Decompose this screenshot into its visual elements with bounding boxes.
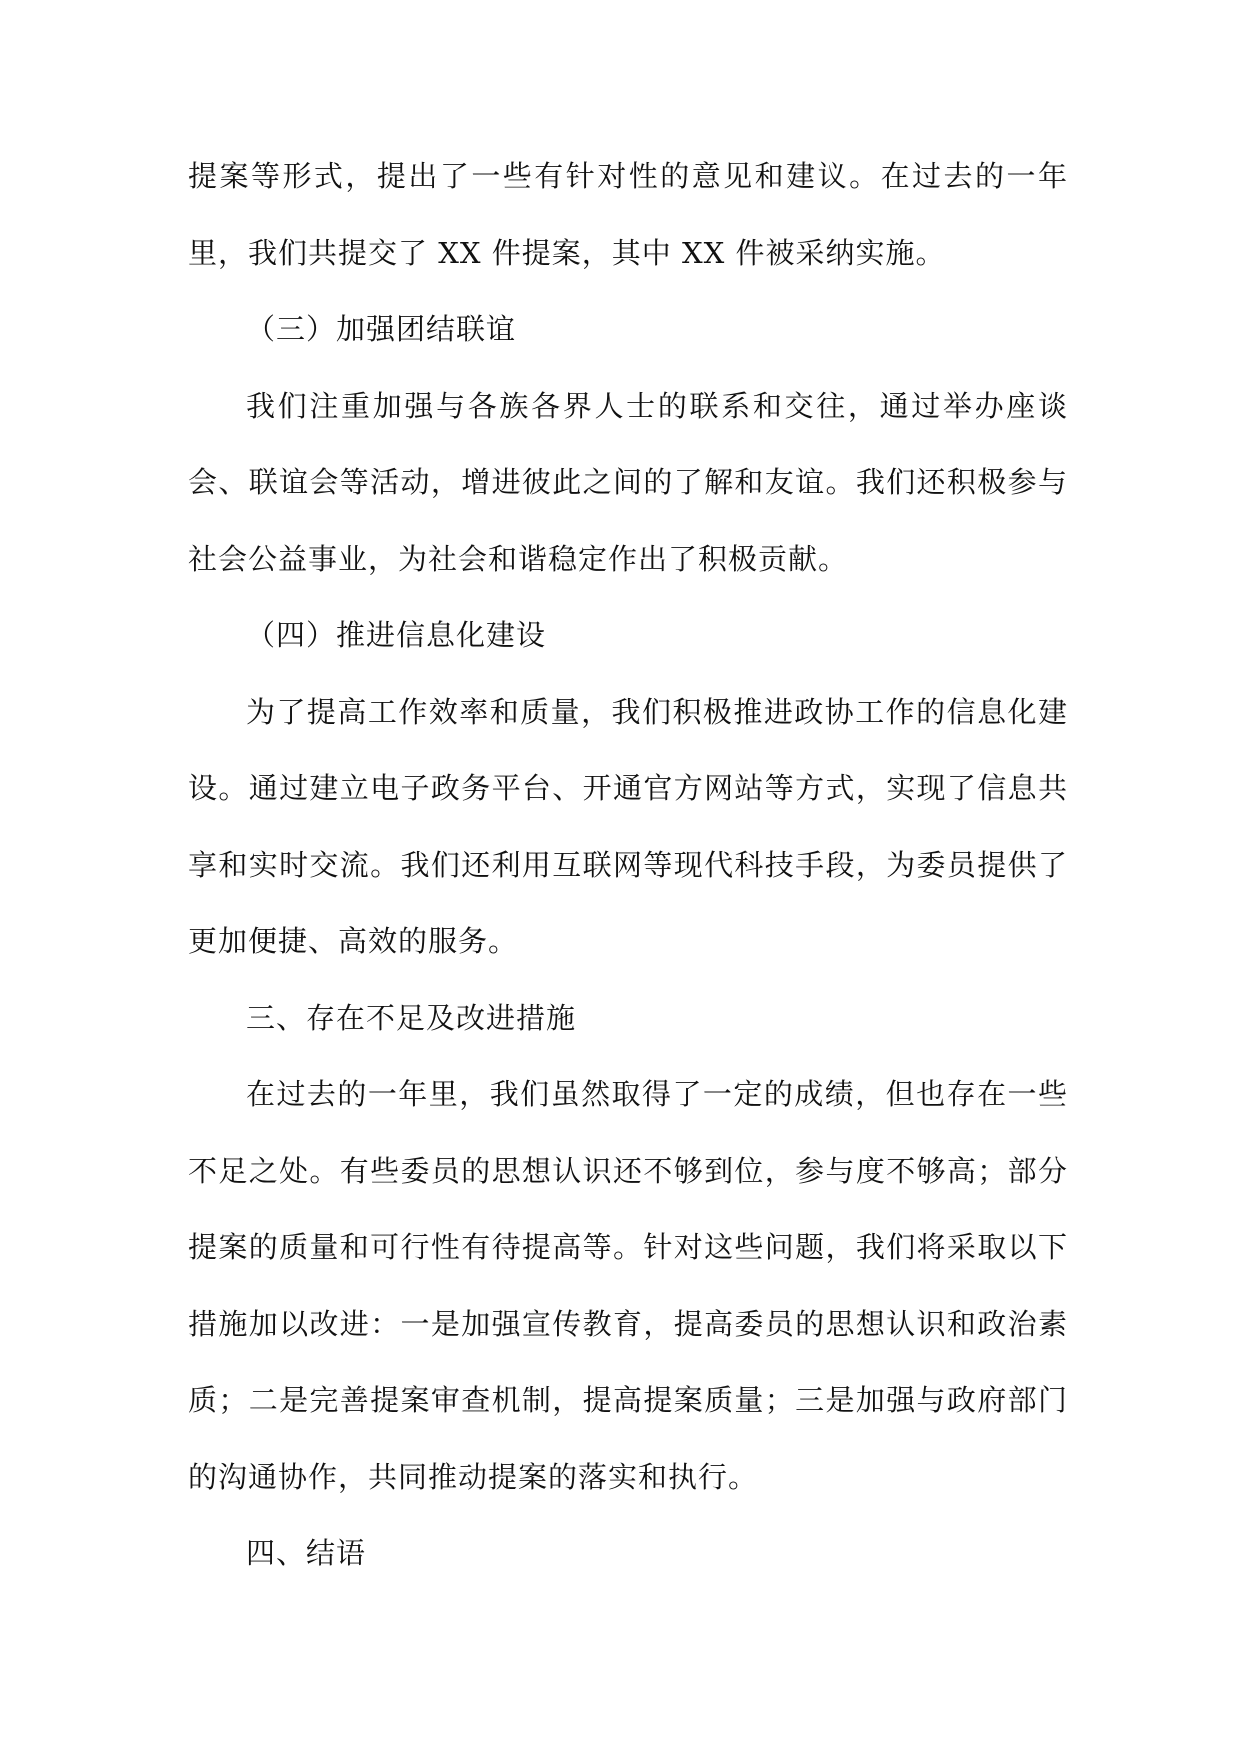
heading-conclusion: 四、结语	[246, 1536, 367, 1570]
heading-informatization: （四）推进信息化建设	[246, 618, 547, 652]
paragraph-proposal-results: 提案等形式，提出了一些有针对性的意见和建议。在过去的一年里，我们共提交了 XX 件提案，其中 XX 件被采纳实施。	[188, 159, 1068, 270]
heading-shortcomings: 三、存在不足及改进措施	[246, 1000, 577, 1035]
heading-strengthen-unity: （三）加强团结联谊	[246, 312, 517, 346]
paragraph-shortcomings: 在过去的一年里，我们虽然取得了一定的成绩，但也存在一些不足之处。有些委员的思想认识还不够到位，参与度不够高；部分提案的质量和可行性有待提高等。针对这些问题，我们将采取以下措施加以改进：一是加强宣传教育，提高委员的思想认识和政治素质；二是完善提案审查机制，提高提案质量；三是加强与政府部门的沟通协作，共同推动提案的落实和执行。	[188, 1077, 1068, 1494]
paragraph-unity-activities: 我们注重加强与各族各界人士的联系和交往，通过举办座谈会、联谊会等活动，增进彼此之间的了解和友谊。我们还积极参与社会公益事业，为社会和谐稳定作出了积极贡献。	[188, 388, 1068, 576]
paragraph-informatization: 为了提高工作效率和质量，我们积极推进政协工作的信息化建设。通过建立电子政务平台、开通官方网站等方式，实现了信息共享和实时交流。我们还利用互联网等现代科技手段，为委员提供了更加便捷、高效的服务。	[188, 694, 1068, 958]
document-body	[188, 138, 1068, 1592]
